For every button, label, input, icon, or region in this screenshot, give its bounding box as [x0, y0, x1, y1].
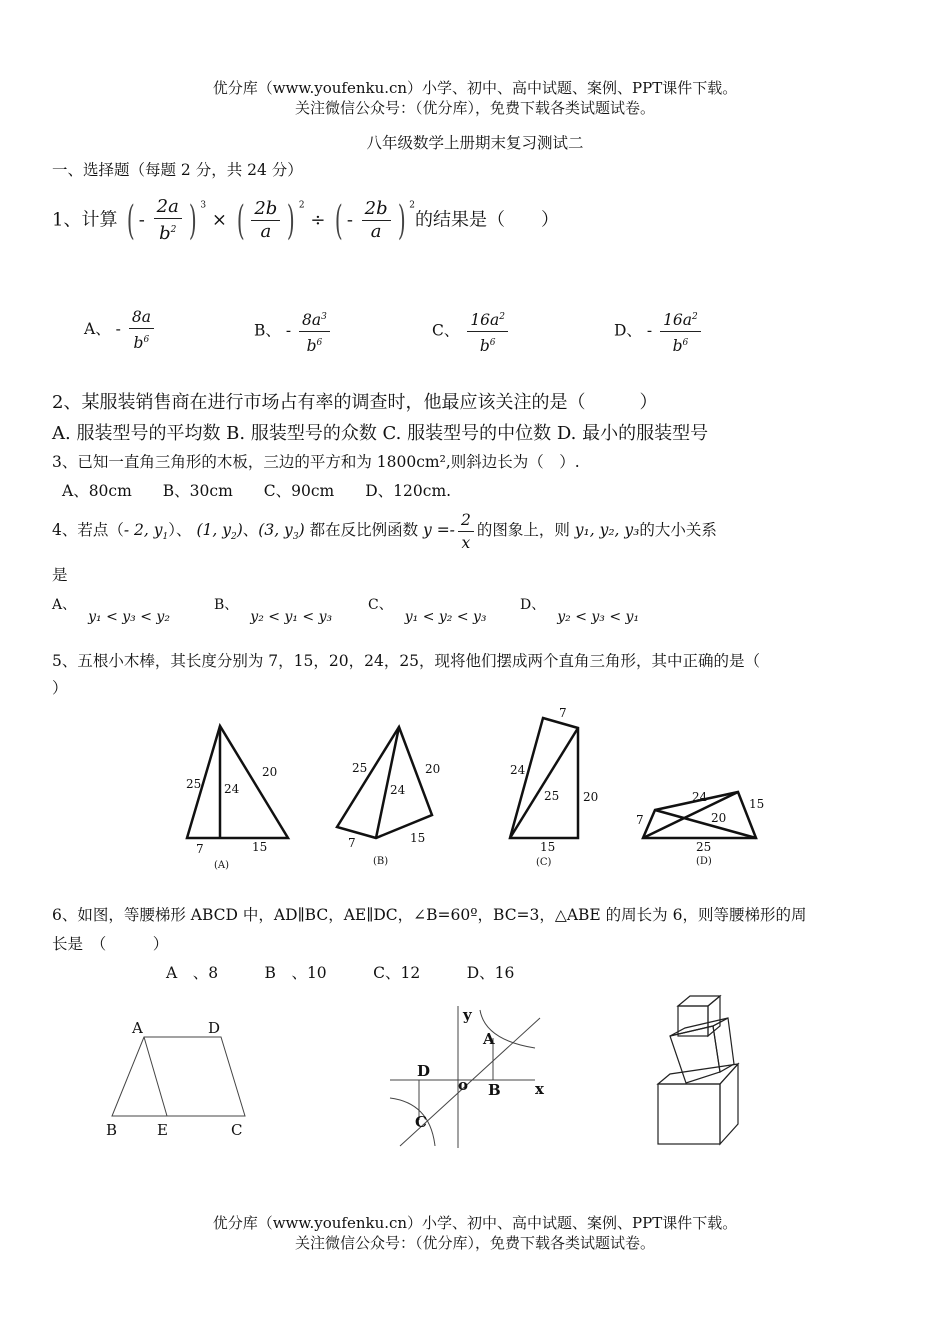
- fig-d-label-20: 20: [711, 811, 727, 825]
- fig-b-label-7: 7: [348, 836, 356, 850]
- q1-prefix: 1、计算: [52, 209, 118, 231]
- question-1-stem: 1、计算 ( - $\frac{2a}{b^2}$ ) $^3$ × ( $\frac{2b}{a}$ ) $^2$ ÷ ( - $\frac{2b}{a}$ ) $^2$的结果是（ ）: [52, 196, 559, 244]
- question-4-stem: 4、若点（- 2, $y_1$）、 (1, $y_2$)、(3, $y_3$) 都在反比例函数 y =- $\frac{2}{x}$ 的图象上，则 y₁, y₂, y₃的大小关系: [52, 510, 717, 552]
- q4-option-c: C、y₁ < y₂ < y₃: [368, 597, 487, 625]
- fig-c-caption: (C): [536, 857, 552, 868]
- hyperbola-graph-figure: [385, 998, 560, 1153]
- fig-b-label-24: 24: [390, 783, 406, 797]
- question-5-stem-2: ）: [52, 679, 68, 697]
- fig-a-label-20: 20: [262, 765, 278, 779]
- stacked-cubes-figure: [650, 990, 750, 1150]
- q1-option-b: B、 - $\frac{8a^3}{b^6}$: [254, 306, 333, 357]
- footer-line-1: 优分库（www.youfenku.cn）小学、初中、高中试题、案例、PPT课件下载。: [212, 1214, 738, 1232]
- fig-a-label-24: 24: [224, 782, 240, 796]
- q4-option-b: B、y₂ < y₁ < y₃: [214, 597, 333, 625]
- question-4-line2: 是: [52, 566, 68, 584]
- question-3-stem: 3、已知一直角三角形的木板，三边的平方和为 1800cm²,则斜边长为（ ）.: [52, 453, 580, 471]
- section-heading: 一、选择题（每题 2 分，共 24 分）: [52, 161, 303, 179]
- fig-a-label-15: 15: [252, 840, 268, 854]
- fig-d-label-25: 25: [696, 840, 712, 854]
- page-title: 八年级数学上册期末复习测试二: [366, 134, 584, 152]
- graph-label-c: C: [415, 1113, 427, 1131]
- question-2-options: A. 服装型号的平均数 B. 服装型号的众数 C. 服装型号的中位数 D. 最小的服装型号: [52, 423, 709, 444]
- fig-c-label-20: 20: [583, 790, 599, 804]
- q1-option-d: D、 - $\frac{16a^2}{b^6}$: [614, 306, 704, 357]
- graph-label-o: o: [458, 1076, 469, 1094]
- fig-b-label-20: 20: [425, 762, 441, 776]
- graph-label-y: y: [463, 1006, 472, 1024]
- header-line-1: 优分库（www.youfenku.cn）小学、初中、高中试题、案例、PPT课件下载。: [212, 79, 738, 97]
- trapezoid-figure: [100, 1010, 260, 1140]
- q1-option-a: A、 - $\frac{8a}{b^6}$: [84, 306, 157, 354]
- question-2-stem: 2、某服装销售商在进行市场占有率的调查时，他最应该关注的是（ ）: [52, 392, 658, 413]
- q1-suffix: 的结果是（ ）: [414, 209, 559, 231]
- fig-b-label-15: 15: [410, 831, 426, 845]
- fig-c-label-25: 25: [544, 789, 560, 803]
- header-line-2: 关注微信公众号：（优分库），免费下载各类试题试卷。: [294, 99, 655, 117]
- fig-c-diagonal: [510, 728, 578, 838]
- graph-label-x: x: [535, 1080, 544, 1098]
- fig-a-caption: (A): [214, 860, 230, 871]
- question-5-stem: 5、五根小木棒，其长度分别为 7，15，20，24，25，现将他们摆成两个直角三角形，其中正确的是（: [52, 652, 761, 670]
- graph-label-b: B: [488, 1081, 501, 1099]
- fig-a-label-7: 7: [196, 842, 204, 856]
- fig-d-label-15: 15: [749, 797, 765, 811]
- fig-b-triangle: [337, 727, 432, 838]
- fig-c-label-15: 15: [540, 840, 556, 854]
- trap-label-d: D: [208, 1019, 221, 1037]
- fig-d-label-24: 24: [692, 790, 708, 804]
- trap-label-c: C: [231, 1121, 243, 1139]
- graph-label-a: A: [483, 1030, 495, 1048]
- question-6-stem-2: 长是 （ ）: [52, 935, 169, 953]
- fig-a-label-25: 25: [186, 777, 202, 791]
- fig-c-label-7: 7: [559, 706, 567, 720]
- trap-label-b: B: [106, 1121, 118, 1139]
- fig-d-label-7: 7: [636, 813, 644, 827]
- fig-c-label-24: 24: [510, 763, 526, 777]
- question-3-options: A、80cm B、30cm C、90cm D、120cm.: [62, 482, 452, 500]
- q4-option-a: A、y₁ < y₃ < y₂: [52, 597, 170, 625]
- fig-d-caption: (D): [696, 856, 712, 867]
- fig-b-label-25: 25: [352, 761, 368, 775]
- fig-b-caption: (B): [373, 856, 389, 867]
- question-6-options: A 、8 B 、10 C、12 D、16: [166, 964, 515, 982]
- footer-line-2: 关注微信公众号：（优分库），免费下载各类试题试卷。: [294, 1234, 655, 1252]
- trap-label-a: A: [132, 1019, 143, 1037]
- q4-option-d: D、y₂ < y₃ < y₁: [520, 597, 640, 625]
- q5-figures: [0, 700, 950, 875]
- question-6-stem: 6、如图，等腰梯形 ABCD 中，AD∥BC，AE∥DC，∠B=60º，BC=3，△ABE 的周长为 6，则等腰梯形的周: [52, 906, 807, 924]
- q1-option-c: C、 $\frac{16a^2}{b^6}$: [432, 306, 511, 357]
- graph-label-d: D: [417, 1062, 431, 1080]
- trap-label-e: E: [157, 1121, 168, 1139]
